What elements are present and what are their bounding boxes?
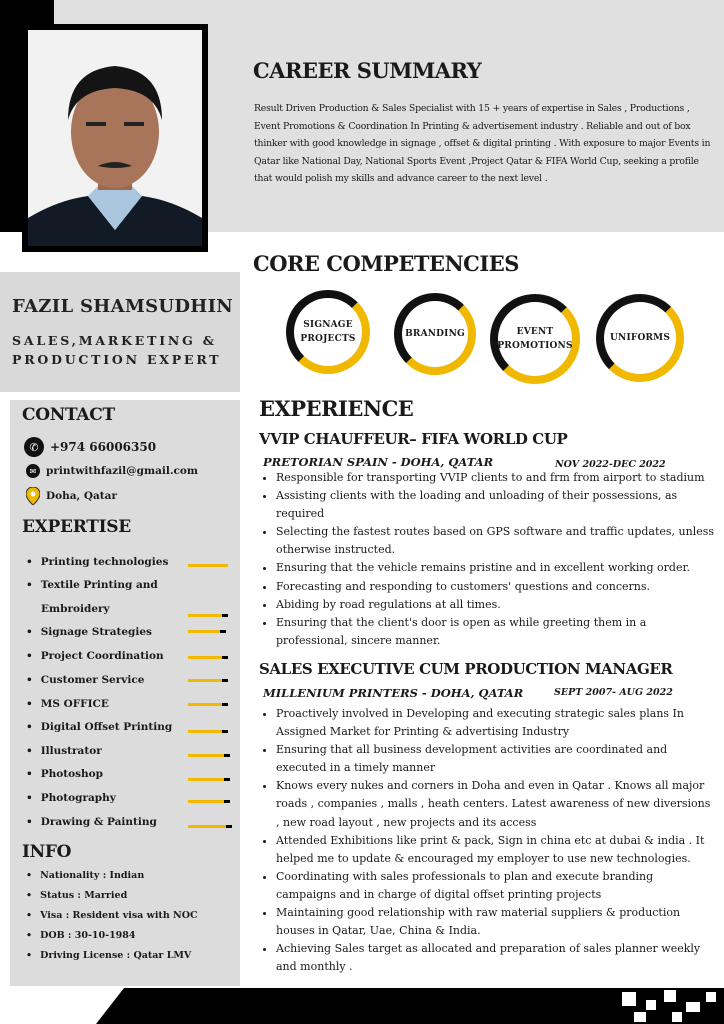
skill-item: • Photoshop — [26, 768, 103, 780]
competency-label: UNIFORMS — [609, 333, 671, 343]
skill-level-bar — [188, 778, 224, 781]
phone-icon: ✆ — [24, 437, 44, 457]
career-summary-text: Result Driven Production & Sales Specialist with 15 + years of expertise in Sales , Productions , Event Promotions & Coordination In Printing & advertisement industry . Reliable and out of box thinker with good knowledge in signage , offset & digital printing . With exposure to major Events in Qatar like National Day, National Sports Event ,Project Qatar & FIFA World Cup, seeking a profile that would polish my skills and advance career to the next level . — [254, 103, 711, 185]
skill-item: • Project Coordination — [26, 650, 164, 662]
contact-email — [26, 464, 198, 478]
phone-number: +974 66006350 — [50, 440, 157, 454]
job-duty-item: • Achieving Sales target as allocated and preparation of sales planner weekly and monthly . — [276, 940, 716, 976]
competency-label: PROJECTS — [300, 334, 356, 344]
competency-circle-branding — [394, 293, 476, 375]
job-duty-item: • Ensuring that all business development activities are coordinated and executed in a timely manner — [276, 741, 716, 777]
skill-item: • Digital Offset Printing — [26, 721, 172, 733]
competency-circle-event — [490, 294, 580, 384]
competency-circle-signage — [286, 290, 370, 374]
info-item: • Visa : Resident visa with NOC — [26, 910, 198, 921]
job-title: VVIP CHAUFFEUR– FIFA WORLD CUP — [259, 430, 568, 448]
info-item: • Status : Married — [26, 890, 127, 901]
job-duty-item: • Ensuring that the client's door is open as while greeting them in a professional, sincere manner. — [276, 614, 716, 650]
expertise-title: EXPERTISE — [22, 517, 131, 537]
skill-item: • Signage Strategies — [26, 626, 152, 638]
skill-level-bar — [188, 800, 224, 803]
skill-item: • Customer Service — [26, 674, 144, 686]
skill-item: • Printing technologies — [26, 556, 168, 568]
skill-item: • Illustrator — [26, 745, 102, 757]
skill-level-bar — [188, 614, 222, 617]
skill-item-continued: Embroidery — [41, 603, 110, 615]
candidate-name: FAZIL SHAMSUDHIN — [12, 296, 234, 317]
job-title: SALES EXECUTIVE CUM PRODUCTION MANAGER — [259, 660, 673, 678]
skill-level-bar — [188, 564, 228, 567]
job-duty-item: • Attended Exhibitions like print & pack, Sign in china etc at dubai & india . It helped me to update & encouraged my employer to use new technologies. — [276, 832, 716, 868]
candidate-role-line1: SALES,MARKETING & — [12, 333, 217, 348]
name-panel — [0, 272, 240, 392]
job-duty-item: • Maintaining good relationship with raw material suppliers & production houses in Qatar, Uae, China & India. — [276, 904, 716, 940]
contact-phone — [24, 437, 156, 457]
skill-level-bar — [188, 825, 226, 828]
competency-label: BRANDING — [405, 329, 465, 339]
core-competencies-title: CORE COMPETENCIES — [253, 251, 519, 276]
email-icon: ✉ — [26, 464, 40, 478]
location-text: Doha, Qatar — [46, 490, 117, 502]
contact-title: CONTACT — [22, 405, 115, 425]
skill-item: • Photography — [26, 792, 116, 804]
job-duty-item: • Knows every nukes and corners in Doha and even in Qatar . Knows all major roads , companies , malls , heath centers. Latest awareness of new diversions , new road layout , new projects and its access — [276, 777, 716, 831]
job-dates: SEPT 2007- AUG 2022 — [554, 687, 673, 698]
career-summary-title: CAREER SUMMARY — [253, 58, 482, 83]
job-company: MILLENIUM PRINTERS - DOHA, QATAR — [263, 686, 524, 700]
experience-title: EXPERIENCE — [259, 396, 414, 421]
info-title: INFO — [22, 842, 72, 862]
skill-item: • Drawing & Painting — [26, 816, 157, 828]
skill-level-bar — [188, 630, 220, 633]
job-duties-list — [259, 705, 716, 976]
skill-level-bar — [188, 703, 222, 706]
job-duty-item: • Coordinating with sales professionals to plan and execute branding campaigns and in charge of digital offset printing projects — [276, 868, 716, 904]
location-pin-icon — [26, 487, 40, 505]
skill-item: • MS OFFICE — [26, 698, 109, 710]
skill-item: • Textile Printing and — [26, 579, 158, 591]
profile-photo — [28, 30, 202, 246]
skill-level-bar — [188, 730, 222, 733]
job-duty-item: • Ensuring that the vehicle remains pristine and in excellent working order. — [276, 559, 716, 577]
bottom-decoration — [0, 988, 724, 1024]
job-duty-item: • Proactively involved in Developing and executing strategic sales plans In Assigned Market for Printing & advertising Industry — [276, 705, 716, 741]
competency-label: SIGNAGE — [303, 320, 353, 330]
skill-level-bar — [188, 754, 224, 757]
job-duty-item: • Responsible for transporting VVIP clients to and frm from airport to stadium — [276, 469, 716, 487]
job-dates: NOV 2022-DEC 2022 — [555, 459, 666, 470]
candidate-role-line2: PRODUCTION EXPERT — [12, 352, 222, 367]
job-duty-item: • Abiding by road regulations at all times. — [276, 596, 716, 614]
job-duty-item: • Assisting clients with the loading and unloading of their possessions, as required — [276, 487, 716, 523]
skill-level-bar — [188, 679, 222, 682]
competency-circle-uniforms — [596, 294, 684, 382]
contact-location — [26, 487, 117, 505]
job-duty-item: • Selecting the fastest routes based on GPS software and traffic updates, unless otherwise instructed. — [276, 523, 716, 559]
skill-level-bar — [188, 656, 222, 659]
email-address: printwithfazil@gmail.com — [46, 465, 199, 477]
job-duty-item: • Forecasting and responding to customers' questions and concerns. — [276, 578, 716, 596]
job-duties-list — [259, 469, 716, 650]
job-company: PRETORIAN SPAIN - DOHA, QATAR — [263, 455, 494, 469]
info-item: • DOB : 30-10-1984 — [26, 930, 136, 941]
competency-label: PROMOTIONS — [497, 341, 573, 351]
info-item: • Nationality : Indian — [26, 870, 144, 881]
competency-label: EVENT — [516, 327, 554, 337]
info-item: • Driving License : Qatar LMV — [26, 950, 191, 961]
